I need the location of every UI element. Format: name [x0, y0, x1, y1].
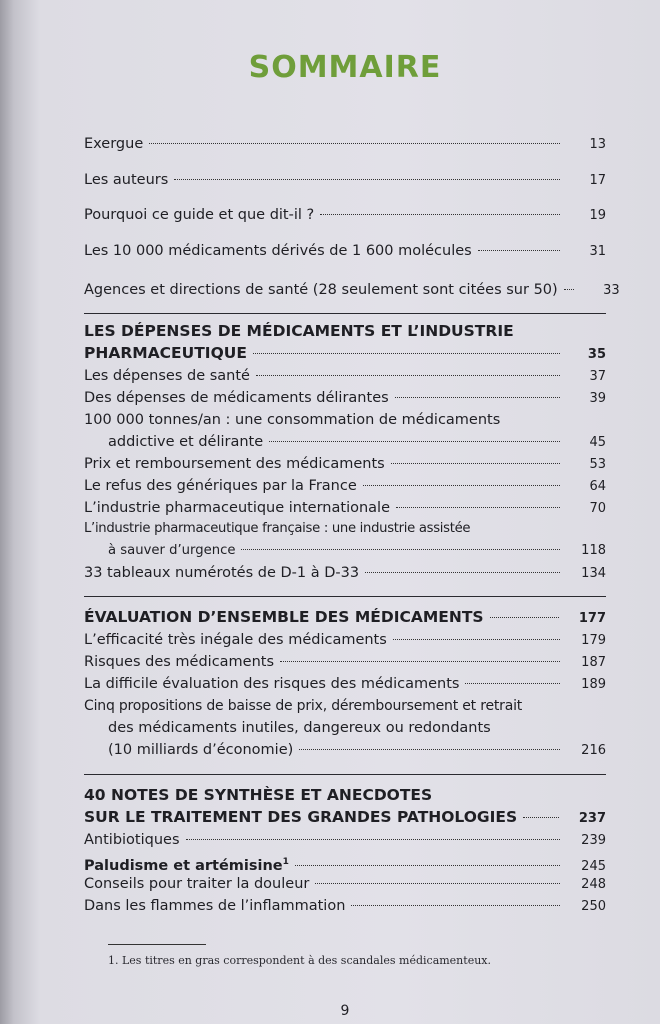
dot-leader — [465, 683, 560, 684]
toc-entry[interactable] — [84, 673, 606, 696]
toc-entry-page: 53 — [589, 457, 606, 472]
toc-entry-page: 248 — [581, 877, 606, 892]
dot-leader — [253, 353, 560, 354]
toc-entry[interactable] — [84, 829, 606, 852]
toc-entry-page: 134 — [581, 566, 606, 581]
dot-leader — [299, 749, 560, 750]
toc-entry[interactable] — [84, 240, 606, 263]
toc-entry-page: 70 — [589, 501, 606, 516]
toc-entry[interactable] — [84, 739, 606, 762]
toc-entry-label[interactable]: L’industrie pharmaceutique française : une industrie assistée — [84, 521, 471, 536]
toc-entry[interactable] — [84, 431, 606, 454]
page-number: 9 — [340, 1003, 350, 1019]
dot-leader — [320, 214, 560, 215]
toc-entry-label: Agences et directions de santé (28 seulement sont citées sur 50) — [84, 282, 558, 298]
toc-entry-page: 187 — [581, 655, 606, 670]
toc-entry[interactable] — [84, 204, 606, 227]
toc-entry[interactable] — [84, 562, 606, 585]
section-page: 35 — [587, 347, 606, 362]
dot-leader — [315, 883, 560, 884]
toc-entry-page: 39 — [589, 391, 606, 406]
dot-leader — [186, 839, 560, 840]
toc-entry-label: Risques des médicaments — [84, 654, 275, 670]
toc-entry-page: 64 — [589, 479, 606, 494]
toc-entry-page: 245 — [581, 858, 606, 874]
toc-entry-page: 189 — [581, 677, 606, 692]
toc-entry-page: 216 — [581, 743, 606, 758]
toc-entry-label: Le refus des génériques par la France — [84, 478, 357, 494]
section-divider — [84, 596, 606, 597]
toc-entry-page: 250 — [581, 899, 606, 914]
section-heading[interactable]: 40 NOTES DE SYNTHÈSE ET ANECDOTES — [84, 786, 433, 804]
toc-entry-label[interactable]: 100 000 tonnes/an : une consommation de médicaments — [84, 412, 501, 428]
toc-entry-label: Les dépenses de santé — [84, 368, 250, 384]
toc-entry-page: 45 — [589, 435, 606, 450]
toc-entry-label[interactable]: Cinq propositions de baisse de prix, déremboursement et retrait — [84, 698, 523, 714]
toc-entry-page: 179 — [581, 633, 606, 648]
toc-entry-text: Paludisme et artémisine — [84, 857, 283, 874]
section-page: 177 — [578, 611, 606, 626]
dot-leader — [295, 865, 560, 866]
page-title: SOMMAIRE — [248, 50, 442, 85]
footnote-marker[interactable]: 1 — [282, 857, 289, 867]
footnote-rule — [108, 944, 206, 945]
toc-entry-page: 118 — [581, 543, 606, 558]
toc-entry[interactable] — [84, 651, 606, 674]
toc-entry-page: 33 — [603, 283, 620, 298]
toc-entry-label: 33 tableaux numérotés de D-1 à D-33 — [84, 565, 360, 581]
toc-entry[interactable] — [84, 133, 606, 156]
section-heading-row[interactable] — [84, 806, 606, 830]
section-divider — [84, 774, 606, 775]
toc-entry-label[interactable]: des médicaments inutiles, dangereux ou redondants — [108, 720, 491, 736]
toc-entry-label: Antibiotiques — [84, 832, 180, 848]
dot-leader — [391, 463, 560, 464]
dot-leader — [490, 617, 559, 618]
toc-entry-label: Dans les flammes de l’inflammation — [84, 898, 346, 914]
toc-entry[interactable] — [84, 475, 606, 498]
toc-entry[interactable] — [84, 873, 606, 896]
footnote: 1. Les titres en gras correspondent à des scandales médicamenteux. — [108, 954, 491, 967]
toc-entry[interactable] — [84, 895, 606, 918]
toc-entry[interactable] — [84, 540, 606, 562]
section-heading-row[interactable] — [84, 606, 606, 630]
toc-entry-label: (10 milliards d’économie) — [108, 742, 294, 758]
dot-leader — [280, 661, 560, 662]
section-page: 237 — [578, 811, 606, 826]
toc-entry-label: Conseils pour traiter la douleur — [84, 876, 310, 892]
toc-entry[interactable] — [84, 169, 606, 192]
toc-entry-label: L’industrie pharmaceutique internationale — [84, 500, 390, 516]
toc-entry-page: 17 — [589, 173, 606, 188]
dot-leader — [149, 143, 560, 144]
toc-entry-label: Des dépenses de médicaments délirantes — [84, 390, 389, 406]
dot-leader — [393, 639, 560, 640]
section-divider — [84, 313, 606, 314]
section-heading-row[interactable] — [84, 342, 606, 366]
toc-entry[interactable] — [84, 497, 606, 520]
section-heading[interactable]: LES DÉPENSES DE MÉDICAMENTS ET L’INDUSTRIE — [84, 322, 514, 340]
toc-entry-label: La difficile évaluation des risques des médicaments — [84, 676, 460, 692]
dot-leader — [396, 507, 560, 508]
toc-entry[interactable] — [84, 387, 606, 410]
dot-leader — [241, 549, 560, 550]
toc-entry[interactable] — [84, 453, 606, 476]
toc-entry-label: Les auteurs — [84, 172, 169, 188]
toc-entry-label: Les 10 000 médicaments dérivés de 1 600 molécules — [84, 243, 472, 259]
section-heading: PHARMACEUTIQUE — [84, 344, 247, 362]
toc-entry[interactable] — [84, 279, 620, 302]
dot-leader — [523, 817, 559, 818]
dot-leader — [256, 375, 560, 376]
toc-entry-label: Prix et remboursement des médicaments — [84, 456, 385, 472]
toc-entry-page: 31 — [589, 244, 606, 259]
dot-leader — [269, 441, 560, 442]
dot-leader — [351, 905, 560, 906]
toc-entry-label: Exergue — [84, 136, 144, 152]
toc-entry-page: 239 — [581, 833, 606, 848]
toc-entry-page: 19 — [589, 208, 606, 223]
dot-leader — [174, 179, 560, 180]
toc-entry[interactable] — [84, 365, 606, 388]
toc-entry-page: 13 — [589, 137, 606, 152]
toc-entry-page: 37 — [589, 369, 606, 384]
dot-leader — [395, 397, 560, 398]
toc-entry-label: L’efficacité très inégale des médicaments — [84, 632, 387, 648]
dot-leader — [363, 485, 560, 486]
section-heading: ÉVALUATION D’ENSEMBLE DES MÉDICAMENTS — [84, 608, 484, 626]
toc-entry-label: addictive et délirante — [108, 434, 264, 450]
dot-leader — [478, 250, 560, 251]
toc-entry-label: Pourquoi ce guide et que dit-il ? — [84, 207, 315, 223]
toc-entry-label: à sauver d’urgence — [108, 543, 236, 558]
dot-leader — [564, 289, 574, 290]
dot-leader — [365, 572, 560, 573]
toc-entry[interactable] — [84, 629, 606, 652]
section-heading: SUR LE TRAITEMENT DES GRANDES PATHOLOGIES — [84, 808, 518, 826]
